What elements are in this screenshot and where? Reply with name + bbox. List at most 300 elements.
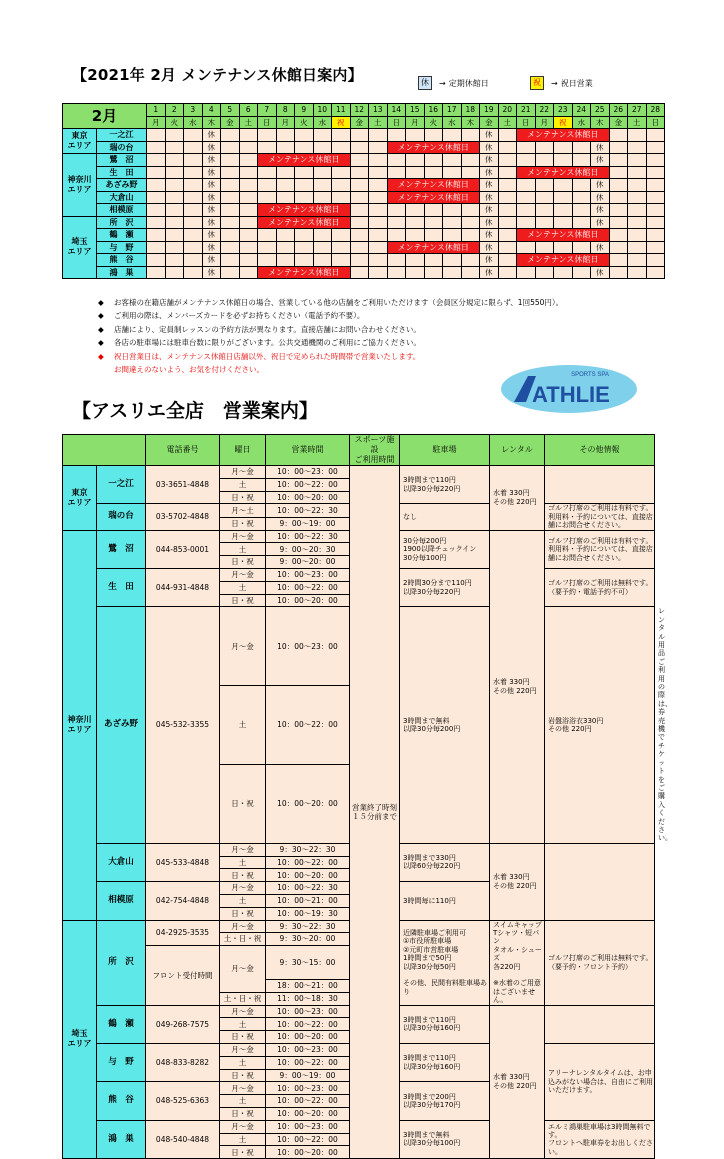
- day-cell: [461, 204, 480, 217]
- other-info: ゴルフ打席のご利用は有料です。 利用料・予約については、直接店舗にお問合せください。: [545, 504, 655, 530]
- note-item: [98, 296, 563, 309]
- other-info: ゴルフ打席のご利用は無料です。 （要予約・電話予約不可）: [545, 569, 655, 607]
- day-cell: [147, 141, 166, 154]
- business-hours: 10：00～23：00: [266, 569, 350, 582]
- closed-cell: 休: [591, 179, 610, 192]
- weekday-range: 月～金: [220, 843, 266, 856]
- day-number: 13: [369, 104, 388, 117]
- closed-cell: 休: [202, 129, 221, 142]
- day-cell: [554, 216, 573, 229]
- day-cell: [332, 129, 351, 142]
- day-number: 12: [350, 104, 369, 117]
- calendar-row: [63, 266, 665, 279]
- day-cell: [517, 141, 536, 154]
- calendar-row: [63, 216, 665, 229]
- weekday-cell: 水: [313, 116, 332, 129]
- maintenance-cell: メンテナンス休館日: [517, 229, 610, 242]
- note-item: [98, 323, 563, 336]
- day-cell: [498, 154, 517, 167]
- day-cell: [350, 254, 369, 267]
- parking-info: 30分毎200円 1900以降チェックイン 30分毎100円: [400, 530, 490, 568]
- weekday-cell: 日: [258, 116, 277, 129]
- holiday-legend-label: 祝日営業: [560, 78, 593, 88]
- store-name: 大倉山: [97, 843, 146, 881]
- day-cell: [369, 216, 388, 229]
- day-cell: [276, 166, 295, 179]
- closed-cell: 休: [480, 141, 499, 154]
- day-cell: [406, 129, 425, 142]
- day-cell: [295, 191, 314, 204]
- day-cell: [517, 204, 536, 217]
- day-cell: [165, 266, 184, 279]
- closed-legend-label: 定期休館日: [448, 78, 489, 88]
- day-number: 17: [443, 104, 462, 117]
- day-cell: [406, 166, 425, 179]
- day-cell: [535, 154, 554, 167]
- day-number: 21: [517, 104, 536, 117]
- calendar-row: [63, 254, 665, 267]
- weekday-range: 月～金: [220, 466, 266, 479]
- other-info: アリーナレンタルタイムは、お申込みがない場合は、自由にご利用いただけます。: [545, 1044, 655, 1121]
- closed-cell: 休: [591, 204, 610, 217]
- day-cell: [165, 154, 184, 167]
- day-number: 20: [498, 104, 517, 117]
- day-number: 16: [424, 104, 443, 117]
- info-header: 電話番号: [146, 435, 220, 466]
- maintenance-cell: メンテナンス休館日: [517, 129, 610, 142]
- day-cell: [369, 154, 388, 167]
- phone-number: 03-3651-4848: [146, 466, 220, 504]
- weekday-range: 土: [220, 856, 266, 869]
- day-cell: [369, 229, 388, 242]
- day-cell: [276, 191, 295, 204]
- store-name: 瑞の台: [97, 141, 147, 154]
- day-cell: [239, 216, 258, 229]
- day-number: 9: [295, 104, 314, 117]
- day-cell: [350, 154, 369, 167]
- weekday-range: 日・祝: [220, 594, 266, 607]
- area-label: 東京 エリア: [63, 466, 97, 531]
- info-row: あざみ野 045-532-3355 月～金 10：00～23：00 3時間まで無料 以降30分毎200円 岩盤浴浴衣330円 その他 220円 レンタル用品ご利用の際は、券売機でチケットをご購入ください。: [63, 607, 655, 686]
- business-hours: 10：00～22：30: [266, 530, 350, 543]
- note-text: 各店の駐車場には駐車台数に限りがございます。公共交通機関のご利用にご協力ください。: [114, 338, 421, 348]
- info-header: その他情報: [545, 435, 655, 466]
- day-cell: [332, 254, 351, 267]
- day-cell: [258, 254, 277, 267]
- store-name: 相模原: [97, 204, 147, 217]
- info-header: 駐車場: [400, 435, 490, 466]
- store-name: 熊 谷: [97, 254, 147, 267]
- day-cell: [609, 216, 628, 229]
- day-cell: [165, 204, 184, 217]
- day-number: 27: [628, 104, 647, 117]
- closed-cell: 休: [591, 241, 610, 254]
- closed-cell: 休: [202, 204, 221, 217]
- business-hours: 10：00～20：00: [266, 1031, 350, 1044]
- business-hours: 10：00～20：00: [266, 491, 350, 504]
- day-cell: [646, 241, 665, 254]
- day-cell: [369, 254, 388, 267]
- day-cell: [369, 241, 388, 254]
- day-number: 2: [165, 104, 184, 117]
- day-cell: [572, 216, 591, 229]
- day-cell: [350, 141, 369, 154]
- weekday-cell: 土: [498, 116, 517, 129]
- business-hours: 10：00～21：00: [266, 894, 350, 907]
- day-cell: [332, 191, 351, 204]
- day-number: 19: [480, 104, 499, 117]
- weekday-range: 日・祝: [220, 517, 266, 530]
- notes-list: [98, 296, 563, 376]
- day-cell: [276, 179, 295, 192]
- day-cell: [387, 154, 406, 167]
- maintenance-cell: メンテナンス休館日: [387, 141, 480, 154]
- other-info: エルミ鴻巣駐車場は3時間無料です。 フロントへ駐車券をお出しください。: [545, 1120, 655, 1158]
- weekday-range: 月～土: [220, 504, 266, 517]
- day-cell: [554, 241, 573, 254]
- calendar-row: [63, 154, 665, 167]
- day-cell: [628, 154, 647, 167]
- day-cell: [313, 141, 332, 154]
- day-cell: [184, 266, 203, 279]
- phone-number: 045-533-4848: [146, 843, 220, 881]
- day-cell: [443, 254, 462, 267]
- day-cell: [350, 229, 369, 242]
- weekday-cell: 水: [184, 116, 203, 129]
- day-cell: [165, 229, 184, 242]
- day-cell: [221, 141, 240, 154]
- day-cell: [443, 154, 462, 167]
- business-hours: 9：00～20：00: [266, 556, 350, 569]
- day-cell: [184, 191, 203, 204]
- info-header: スポーツ施設 ご利用時間: [350, 435, 400, 466]
- legend-closed: [418, 76, 489, 90]
- day-cell: [609, 241, 628, 254]
- note-text: お客様の在籍店舗がメンテナンス休館日の場合、営業している他の店舗をご利用いただけます（会員区分規定に限らず、1回550円）。: [114, 298, 564, 307]
- day-cell: [239, 141, 258, 154]
- day-cell: [461, 129, 480, 142]
- day-cell: [184, 179, 203, 192]
- day-cell: [572, 154, 591, 167]
- day-cell: [369, 129, 388, 142]
- day-cell: [628, 241, 647, 254]
- day-cell: [165, 129, 184, 142]
- business-hours: 10：00～20：00: [266, 594, 350, 607]
- day-cell: [276, 129, 295, 142]
- day-cell: [239, 154, 258, 167]
- day-cell: [295, 166, 314, 179]
- day-cell: [387, 254, 406, 267]
- weekday-cell: 月: [276, 116, 295, 129]
- day-cell: [387, 204, 406, 217]
- weekday-cell: 火: [165, 116, 184, 129]
- day-cell: [369, 266, 388, 279]
- day-cell: [276, 141, 295, 154]
- phone-number: 048-525-6363: [146, 1082, 220, 1120]
- parking-info: 3時間まで330円 以降60分毎220円: [400, 843, 490, 881]
- calendar-row: [63, 141, 665, 154]
- maintenance-cell: メンテナンス休館日: [258, 154, 351, 167]
- business-hours: 9：30～20：00: [266, 933, 350, 946]
- business-hours: 10：00～22：00: [266, 1095, 350, 1108]
- day-cell: [535, 216, 554, 229]
- legend-holiday: [530, 76, 593, 90]
- day-cell: [535, 241, 554, 254]
- day-cell: [147, 154, 166, 167]
- day-cell: [221, 254, 240, 267]
- closed-cell: 休: [202, 191, 221, 204]
- day-cell: [443, 229, 462, 242]
- day-cell: [313, 241, 332, 254]
- day-number: 26: [609, 104, 628, 117]
- info-header: レンタル: [490, 435, 545, 466]
- day-cell: [332, 229, 351, 242]
- closed-cell: 休: [202, 154, 221, 167]
- day-cell: [350, 204, 369, 217]
- maintenance-cell: メンテナンス休館日: [258, 216, 351, 229]
- store-name: 所 沢: [97, 216, 147, 229]
- info-header: 営業時間: [266, 435, 350, 466]
- day-cell: [554, 191, 573, 204]
- closed-cell: 休: [480, 191, 499, 204]
- weekday-range: 土: [220, 1056, 266, 1069]
- store-info-table: [62, 434, 672, 1159]
- day-cell: [498, 179, 517, 192]
- day-cell: [517, 154, 536, 167]
- day-cell: [221, 129, 240, 142]
- store-name: あざみ野: [97, 179, 147, 192]
- day-cell: [572, 179, 591, 192]
- business-hours: 10：00～23：00: [266, 1082, 350, 1095]
- store-name: 所 沢: [97, 920, 146, 1005]
- day-cell: [221, 166, 240, 179]
- weekday-cell: 日: [517, 116, 536, 129]
- day-cell: [147, 129, 166, 142]
- weekday-cell: 火: [424, 116, 443, 129]
- day-cell: [535, 179, 554, 192]
- weekday-range: 土: [220, 686, 266, 765]
- weekday-range: 月～金: [220, 920, 266, 933]
- day-number: 24: [572, 104, 591, 117]
- business-hours: 9：00～19：00: [266, 517, 350, 530]
- day-cell: [276, 241, 295, 254]
- day-cell: [313, 254, 332, 267]
- day-cell: [646, 129, 665, 142]
- calendar-row: [63, 179, 665, 192]
- business-hours: 9：30～22：30: [266, 843, 350, 856]
- business-hours: 10：00～19：30: [266, 907, 350, 920]
- day-cell: [369, 141, 388, 154]
- day-cell: [461, 266, 480, 279]
- weekday-range: 月～金: [220, 1120, 266, 1133]
- day-cell: [221, 241, 240, 254]
- day-number: 8: [276, 104, 295, 117]
- calendar-title: 【2021年 2月 メンテナンス休館日案内】: [72, 66, 363, 84]
- day-cell: [387, 229, 406, 242]
- parking-info: なし: [400, 504, 490, 530]
- weekday-range: 日・祝: [220, 907, 266, 920]
- area-label: 埼玉 エリア: [63, 216, 97, 279]
- day-cell: [184, 216, 203, 229]
- day-cell: [535, 204, 554, 217]
- day-cell: [165, 241, 184, 254]
- weekday-range: 日・祝: [220, 869, 266, 882]
- parking-info: 3時間まで無料 以降30分毎100円: [400, 1120, 490, 1158]
- store-name: 生 田: [97, 569, 146, 607]
- day-cell: [332, 241, 351, 254]
- day-number: 1: [147, 104, 166, 117]
- day-cell: [406, 229, 425, 242]
- calendar-row: [63, 229, 665, 242]
- weekday-range: 土: [220, 543, 266, 556]
- day-cell: [609, 179, 628, 192]
- day-cell: [609, 204, 628, 217]
- weekday-cell: 日: [646, 116, 665, 129]
- arrow-icon: →: [439, 78, 446, 88]
- business-hours: 10：00～23：00: [266, 607, 350, 686]
- weekday-range: 日・祝: [220, 764, 266, 843]
- day-cell: [646, 154, 665, 167]
- day-cell: [498, 216, 517, 229]
- weekday-cell: 金: [480, 116, 499, 129]
- business-hours: 10：00～22：00: [266, 1018, 350, 1031]
- weekday-cell: 金: [221, 116, 240, 129]
- bullet-icon: ◆: [98, 298, 104, 307]
- day-cell: [221, 179, 240, 192]
- day-cell: [239, 254, 258, 267]
- sports-time: 営業終了時刻 １５分前まで: [350, 466, 400, 1159]
- closed-cell: 休: [202, 254, 221, 267]
- day-cell: [184, 241, 203, 254]
- store-name: あざみ野: [97, 607, 146, 843]
- store-name: 鶴 瀬: [97, 229, 147, 242]
- front-hours-label: フロント受付時間: [146, 946, 220, 1005]
- day-cell: [424, 254, 443, 267]
- maintenance-cell: メンテナンス休館日: [387, 179, 480, 192]
- day-cell: [646, 141, 665, 154]
- day-cell: [258, 229, 277, 242]
- calendar-row: [63, 241, 665, 254]
- day-number: 7: [258, 104, 277, 117]
- weekday-range: 土: [220, 478, 266, 491]
- weekday-range: 月～金: [220, 569, 266, 582]
- day-cell: [165, 254, 184, 267]
- business-hours: 10：00～23：00: [266, 1005, 350, 1018]
- phone-number: 044-853-0001: [146, 530, 220, 568]
- closed-cell: 休: [591, 266, 610, 279]
- area-label: 埼玉 エリア: [63, 920, 97, 1159]
- day-cell: [406, 254, 425, 267]
- day-cell: [424, 166, 443, 179]
- day-number: 5: [221, 104, 240, 117]
- day-cell: [498, 266, 517, 279]
- closed-cell: 休: [480, 229, 499, 242]
- parking-info: 3時間まで110円 以降30分毎220円: [400, 466, 490, 504]
- day-cell: [313, 129, 332, 142]
- day-cell: [165, 179, 184, 192]
- day-cell: [517, 216, 536, 229]
- day-cell: [239, 179, 258, 192]
- closed-cell: 休: [202, 266, 221, 279]
- day-cell: [258, 129, 277, 142]
- parking-info: 3時間まで110円 以降30分毎160円: [400, 1044, 490, 1082]
- note-text: 店舗により、定員制レッスンの予約方法が異なります。直接店舗にお問い合わせください。: [114, 324, 421, 334]
- day-cell: [350, 216, 369, 229]
- closed-cell: 休: [591, 216, 610, 229]
- maintenance-cell: メンテナンス休館日: [517, 254, 610, 267]
- day-cell: [498, 254, 517, 267]
- day-cell: [406, 204, 425, 217]
- business-hours: 10：00～22：30: [266, 882, 350, 895]
- day-cell: [350, 166, 369, 179]
- other-info: [545, 466, 655, 504]
- day-cell: [239, 166, 258, 179]
- day-cell: [350, 129, 369, 142]
- day-cell: [239, 129, 258, 142]
- calendar-row: [63, 129, 665, 142]
- day-cell: [498, 191, 517, 204]
- day-cell: [646, 216, 665, 229]
- weekday-cell: 金: [350, 116, 369, 129]
- business-hours: 10：00～22：00: [266, 686, 350, 765]
- day-cell: [276, 254, 295, 267]
- day-cell: [609, 141, 628, 154]
- closed-cell: 休: [591, 191, 610, 204]
- header-blank: [63, 435, 146, 466]
- weekday-cell: 木: [202, 116, 221, 129]
- day-cell: [554, 154, 573, 167]
- day-cell: [517, 241, 536, 254]
- day-cell: [609, 166, 628, 179]
- day-cell: [461, 166, 480, 179]
- closed-cell: 休: [202, 241, 221, 254]
- store-name: 生 田: [97, 166, 147, 179]
- day-cell: [147, 254, 166, 267]
- day-cell: [313, 229, 332, 242]
- business-hours: 9：00～19：00: [266, 1069, 350, 1082]
- closed-cell: 休: [202, 229, 221, 242]
- weekday-range: 土: [220, 1018, 266, 1031]
- day-cell: [628, 166, 647, 179]
- day-number: 18: [461, 104, 480, 117]
- maintenance-cell: メンテナンス休館日: [258, 204, 351, 217]
- weekday-cell: 木: [461, 116, 480, 129]
- day-cell: [332, 141, 351, 154]
- day-cell: [184, 229, 203, 242]
- day-cell: [554, 204, 573, 217]
- day-cell: [498, 141, 517, 154]
- day-cell: [628, 266, 647, 279]
- holiday-legend-swatch: 祝: [530, 76, 544, 90]
- store-name: 与 野: [97, 241, 147, 254]
- day-cell: [221, 204, 240, 217]
- day-number: 23: [554, 104, 573, 117]
- day-cell: [295, 129, 314, 142]
- phone-number: 042-754-4848: [146, 882, 220, 920]
- day-cell: [628, 141, 647, 154]
- day-cell: [554, 266, 573, 279]
- maintenance-cell: メンテナンス休館日: [387, 191, 480, 204]
- day-cell: [165, 141, 184, 154]
- day-cell: [313, 179, 332, 192]
- day-cell: [498, 241, 517, 254]
- day-cell: [387, 266, 406, 279]
- day-cell: [147, 204, 166, 217]
- calendar-row: [63, 204, 665, 217]
- day-cell: [239, 241, 258, 254]
- parking-info: 3時間まで無料 以降30分毎200円: [400, 607, 490, 843]
- store-name: 相模原: [97, 882, 146, 920]
